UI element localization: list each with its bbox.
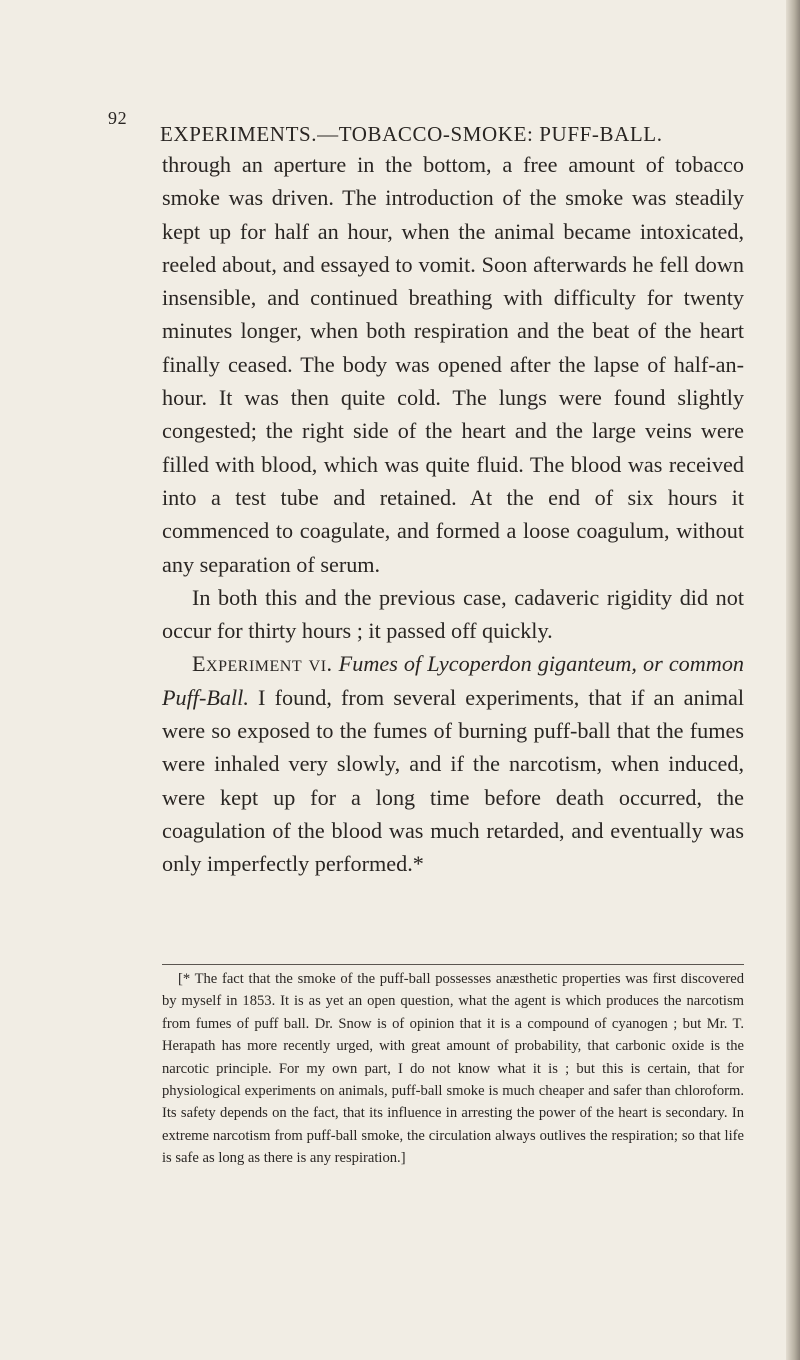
paragraph-3 [162, 647, 744, 880]
footnote-rule [162, 964, 744, 965]
paragraph-1: through an aperture in the bottom, a free amount of tobacco smoke was driven. The introduction of the smoke was steadily kept up for half an hour, when the animal became intoxicated, reeled about, and essayed to vomit. Soon afterwards he fell down insensible, and continued breathing with difficulty for twenty minutes longer, when both respiration and the beat of the heart finally ceased. The body was opened after the lapse of half-an-hour. It was then quite cold. The lungs were found slightly congested; the right side of the heart and the large veins were filled with blood, which was quite fluid. The blood was received into a test tube and retained. At the end of six hours it commenced to coagulate, and formed a loose coagulum, without any separation of serum. [162, 152, 744, 577]
paragraph-2: In both this and the previous case, cadaveric rigidity did not occur for thirty hours ; it passed off quickly. [162, 584, 744, 644]
experiment-heading: Fumes of Lycoperdon giganteum, or common Puff-Ball. [162, 651, 745, 710]
footnote-text: [* The fact that the smoke of the puff-ball possesses anæsthetic properties was first discovered by myself in 1853. It is as yet an open question, what the agent is which produces the narcotism from fumes of puff ball. Dr. Snow is of opinion that it is a compound of cyanogen ; but Mr. T. Herapath has more recently urged, with great amount of probability, that carbonic oxide is the narcotic principle. For my own part, I do not know what it is ; but this is certain, that for physiological experiments on animals, puff-ball smoke is much cheaper and safer than chloroform. Its safety depends on the fact, that its influence in arresting the power of the heart is secondary. In extreme narcotism from puff-ball smoke, the circulation always outlives the respiration; so that life is safe as long as there is any respiration.] [162, 971, 744, 1167]
page-edge [786, 0, 800, 1360]
page-number: 92 [108, 108, 128, 128]
running-header [108, 108, 720, 147]
experiment-label: Experiment vi. [192, 651, 333, 677]
experiment-text: I found, from several experiments, that if an animal were so exposed to the fumes of burning puff-ball that the fumes were inhaled very slowly, and if the narcotism, when induced, were kept up for a long time before death occurred, the coagulation of the blood was much retarded, and eventually was only imperfectly performed.* [162, 684, 745, 877]
body-text [162, 148, 744, 881]
running-title: EXPERIMENTS.—TOBACCO-SMOKE: PUFF-BALL. [160, 122, 663, 146]
footnote [162, 968, 744, 1170]
